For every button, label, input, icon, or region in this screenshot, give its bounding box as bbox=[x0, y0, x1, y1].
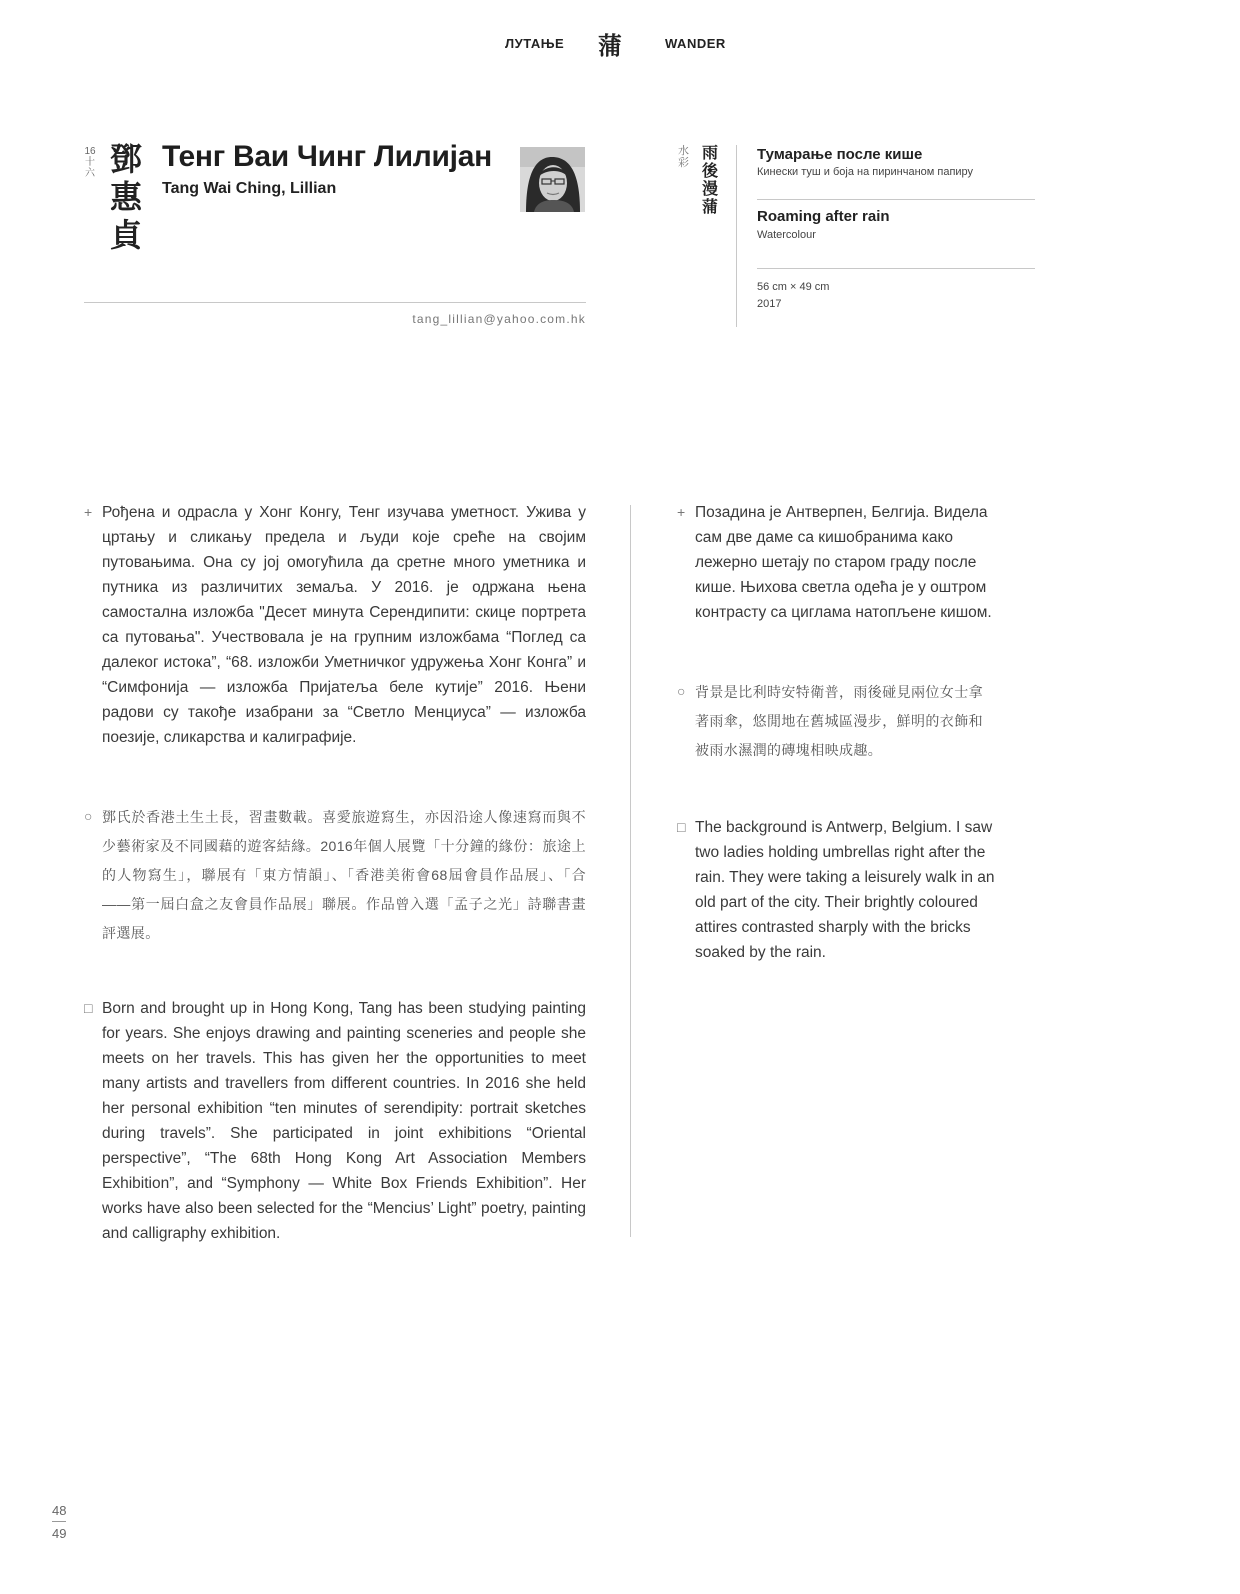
header-label-english: WANDER bbox=[665, 36, 726, 51]
header-glyph: 蒲 bbox=[598, 33, 622, 60]
page-number-right: 49 bbox=[52, 1526, 67, 1541]
artwork-size: 56 cm × 49 cm bbox=[757, 281, 830, 293]
artwork-title-serbian: Тумарање после кише bbox=[757, 146, 923, 163]
bio-serbian bbox=[84, 500, 586, 750]
artist-name-english: Tang Wai Ching, Lillian bbox=[162, 180, 337, 197]
plus-marker: + bbox=[677, 504, 686, 520]
description-serbian-text: Позадина је Антверпен, Белгија. Видела сам две даме са кишобранима како лежерно шетају по старом граду после кише. Њихова светла одећа је у оштром контрасту са циглама натопљене кишом. bbox=[695, 504, 992, 621]
circle-marker: ○ bbox=[84, 808, 93, 824]
artwork-divider-1 bbox=[757, 199, 1035, 200]
artist-name-cjk: 鄧 惠 貞 bbox=[110, 141, 143, 253]
artwork-medium-english: Watercolour bbox=[757, 229, 816, 241]
description-english-text: The background is Antwerp, Belgium. I saw two ladies holding umbrellas right after the rain. They were taking a leisurely walk in an old part of the city. Their brightly coloured attires contrasted sharply with the bricks soaked by the rain. bbox=[695, 819, 995, 961]
square-marker: □ bbox=[677, 819, 686, 835]
artwork-medium-cjk: 水 彩 bbox=[678, 145, 689, 169]
artwork-title-english: Roaming after rain bbox=[757, 208, 890, 225]
bio-chinese-text: 鄧氏於香港土生土長，習畫數載。喜愛旅遊寫生，亦因沿途人像速寫而與不少藝術家及不同國藉的遊客結緣。2016年個人展覽「十分鐘的緣份：旅途上的人物寫生」，聯展有「東方情韻」、「香港美術會68屆會員作品展」、「合——第一屆白盒之友會員作品展」聯展。作品曾入選「孟子之光」詩聯書畫評選展。 bbox=[102, 809, 586, 941]
bio-english-text: Born and brought up in Hong Kong, Tang has been studying painting for years. She enjoys drawing and painting sceneries and people she meets on her travels. This has given her the opportunities to meet many artists and travellers from different countries. In 2016 she held her personal exhibition “ten minutes of serendipity: portrait sketches during travels”. She participated in joint exhibitions “Oriental perspective”, “The 68th Hong Kong Art Association Members Exhibition”, and “Symphony — White Box Friends Exhibition”. Her works have also been selected for the “Mencius’ Light” poetry, painting and calligraphy exhibition. bbox=[102, 1000, 586, 1242]
column-divider bbox=[630, 505, 631, 1237]
circle-marker: ○ bbox=[677, 683, 686, 699]
artist-photo bbox=[520, 147, 585, 212]
description-chinese bbox=[677, 678, 997, 765]
page-number-divider bbox=[52, 1521, 66, 1522]
plus-marker: + bbox=[84, 504, 93, 520]
bio-english bbox=[84, 996, 586, 1246]
artist-email: tang_lillian@yahoo.com.hk bbox=[412, 312, 586, 326]
artist-number-vertical: 16 十 六 bbox=[84, 146, 96, 179]
square-marker: □ bbox=[84, 1000, 93, 1016]
page-number-left: 48 bbox=[52, 1503, 67, 1518]
artwork-medium-serbian: Кинески туш и боја на пиринчаном папиру bbox=[757, 166, 974, 178]
artwork-divider-2 bbox=[757, 268, 1035, 269]
artist-name-serbian: Тенг Ваи Чинг Лилијан bbox=[162, 140, 492, 173]
artwork-year: 2017 bbox=[757, 298, 782, 310]
artwork-title-cjk: 雨 後 漫 蒲 bbox=[702, 145, 719, 216]
description-english bbox=[677, 815, 997, 965]
description-serbian bbox=[677, 500, 997, 625]
bio-serbian-text: Рођена и одрасла у Хонг Конгу, Тенг изучава уметност. Ужива у цртању и сликању предела и људи које среће на својим путовањима. Она су јој омогућила да сретне много уметника и путника из различитих земаља. У 2016. је одржана њена самостална изложба "Десет минута Серендипити: скице портрета са путовања". Учествовала је на групним изложбама “Поглед са далеког истока”, “68. изложби Уметничког удружења Хонг Конга” и “Симфонија — изложба Пријатеља беле кутије” 2016. Њени радови су такође изабрани за “Светло Менциуса” — изложба поезије, сликарства и калиграфије. bbox=[102, 504, 586, 746]
bio-chinese bbox=[84, 803, 586, 948]
artist-divider bbox=[84, 302, 586, 303]
description-chinese-text: 背景是比利時安特衛普，雨後碰見兩位女士拿著雨傘，悠閒地在舊城區漫步，鮮明的衣飾和被雨水濕潤的磚塊相映成趣。 bbox=[695, 684, 983, 758]
header-label-serbian: ЛУТАЊЕ bbox=[505, 36, 565, 51]
artwork-vertical-rule bbox=[736, 145, 737, 327]
